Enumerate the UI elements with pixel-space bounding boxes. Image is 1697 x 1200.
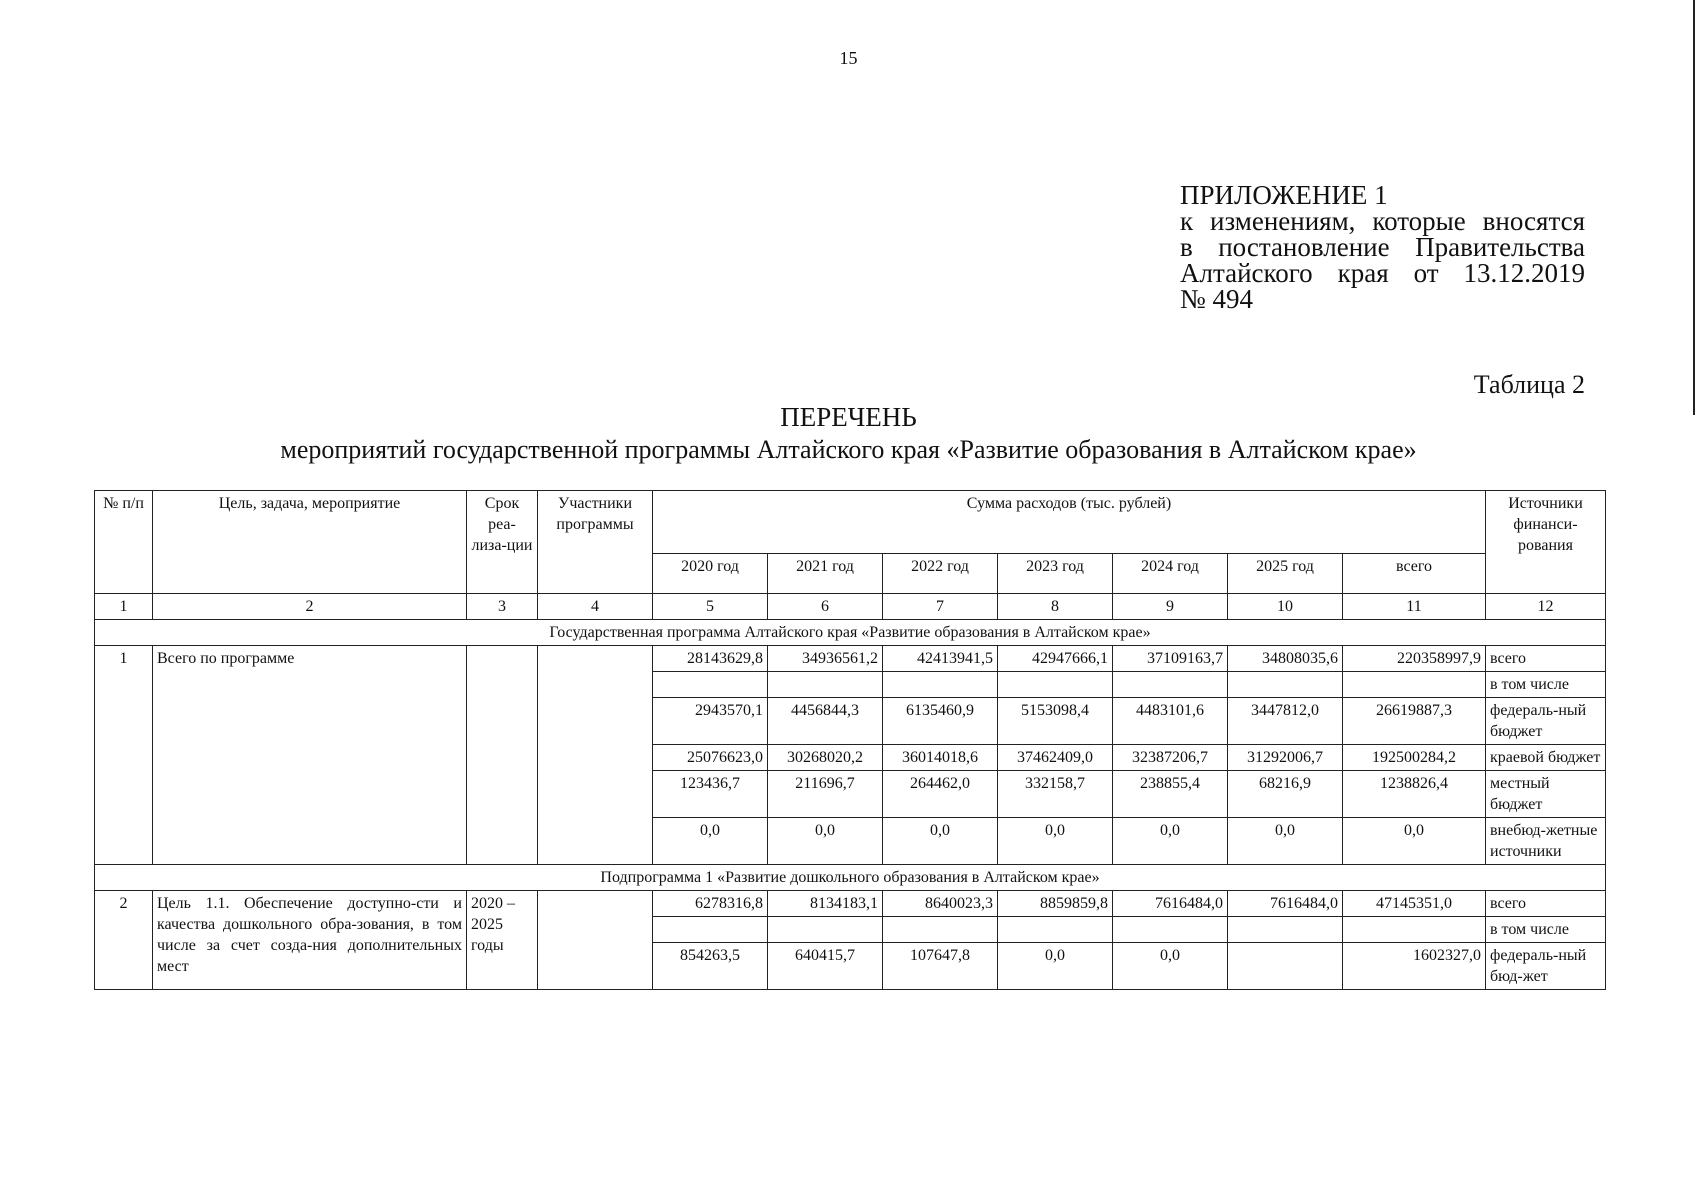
value-cell: 640415,7 (768, 943, 883, 990)
value-cell: 37109163,7 (1113, 646, 1228, 672)
value-cell: 3447812,0 (1228, 698, 1343, 745)
value-cell: 1238826,4 (1343, 771, 1486, 818)
col-number: 4 (538, 594, 653, 620)
value-cell: 0,0 (653, 818, 768, 865)
row-goal: Всего по программе (153, 646, 467, 865)
value-cell: 37462409,0 (998, 745, 1113, 771)
row-term: 2020 – 2025 годы (467, 891, 538, 990)
header-num: № п/п (95, 491, 153, 594)
value-cell (1228, 672, 1343, 698)
header-year-2020: 2020 год (653, 554, 768, 594)
header-year-2022: 2022 год (883, 554, 998, 594)
table-row (95, 891, 1606, 917)
value-cell: 36014018,6 (883, 745, 998, 771)
value-cell: 68216,9 (1228, 771, 1343, 818)
value-cell (1113, 672, 1228, 698)
value-cell: 47145351,0 (1343, 891, 1486, 917)
row-num: 2 (95, 891, 153, 990)
value-cell (1228, 943, 1343, 990)
header-participants: Участники программы (538, 491, 653, 594)
value-cell: 4456844,3 (768, 698, 883, 745)
value-cell: 8134183,1 (768, 891, 883, 917)
value-cell: 2943570,1 (653, 698, 768, 745)
header-year-2021: 2021 год (768, 554, 883, 594)
value-cell: 34936561,2 (768, 646, 883, 672)
appendix-line-1: к изменениям, которые вносятся (1180, 206, 1585, 236)
value-cell (883, 917, 998, 943)
section-title: Государственная программа Алтайского края «Развитие образования в Алтайском крае» (95, 620, 1606, 646)
row-goal: Цель 1.1. Обеспечение доступно-сти и качества дошкольного обра-зования, в том числе за счет созда-ния дополнительных мест (153, 891, 467, 990)
header-total: всего (1343, 554, 1486, 594)
value-cell: 0,0 (998, 818, 1113, 865)
value-cell: 8640023,3 (883, 891, 998, 917)
header-goal: Цель, задача, мероприятие (153, 491, 467, 594)
value-cell: 854263,5 (653, 943, 768, 990)
appendix-block (1180, 182, 1585, 312)
header-year-2024: 2024 год (1113, 554, 1228, 594)
value-cell: 25076623,0 (653, 745, 768, 771)
value-cell: 0,0 (768, 818, 883, 865)
value-cell: 32387206,7 (1113, 745, 1228, 771)
value-cell: 264462,0 (883, 771, 998, 818)
header-row-1 (95, 491, 1606, 554)
col-number: 8 (998, 594, 1113, 620)
value-cell (1228, 917, 1343, 943)
value-cell: 1602327,0 (1343, 943, 1486, 990)
value-cell: 0,0 (1228, 818, 1343, 865)
value-cell (768, 672, 883, 698)
value-cell: 5153098,4 (998, 698, 1113, 745)
value-cell: 192500284,2 (1343, 745, 1486, 771)
value-cell: 8859859,8 (998, 891, 1113, 917)
section-row-subprogram-1 (95, 865, 1606, 891)
value-cell (768, 917, 883, 943)
source-cell: федераль-ный бюджет (1486, 698, 1606, 745)
value-cell: 0,0 (883, 818, 998, 865)
value-cell: 0,0 (998, 943, 1113, 990)
section-title: Подпрограмма 1 «Развитие дошкольного образования в Алтайском крае» (95, 865, 1606, 891)
measures-table (94, 490, 1606, 990)
appendix-line-2: в постановление Правительства (1180, 232, 1585, 262)
row-participants (538, 646, 653, 865)
value-cell: 26619887,3 (1343, 698, 1486, 745)
source-cell: в том числе (1486, 672, 1606, 698)
column-numbers-row (95, 594, 1606, 620)
col-number: 5 (653, 594, 768, 620)
value-cell: 6135460,9 (883, 698, 998, 745)
value-cell: 238855,4 (1113, 771, 1228, 818)
appendix-line-4: № 494 (1180, 284, 1254, 314)
value-cell (653, 917, 768, 943)
value-cell: 42947666,1 (998, 646, 1113, 672)
value-cell: 34808035,6 (1228, 646, 1343, 672)
value-cell: 28143629,8 (653, 646, 768, 672)
col-number: 1 (95, 594, 153, 620)
col-number: 7 (883, 594, 998, 620)
row-participants (538, 891, 653, 990)
appendix-line-3: Алтайского края от 13.12.2019 (1180, 258, 1585, 288)
value-cell (998, 917, 1113, 943)
value-cell: 31292006,7 (1228, 745, 1343, 771)
header-year-2023: 2023 год (998, 554, 1113, 594)
col-number: 12 (1486, 594, 1606, 620)
page-number: 15 (839, 48, 858, 68)
col-number: 6 (768, 594, 883, 620)
source-cell: всего (1486, 646, 1606, 672)
col-number: 11 (1343, 594, 1486, 620)
col-number: 3 (467, 594, 538, 620)
source-cell: федераль-ный бюд-жет (1486, 943, 1606, 990)
value-cell (653, 672, 768, 698)
value-cell: 211696,7 (768, 771, 883, 818)
value-cell: 6278316,8 (653, 891, 768, 917)
value-cell: 107647,8 (883, 943, 998, 990)
value-cell: 7616484,0 (1113, 891, 1228, 917)
source-cell: всего (1486, 891, 1606, 917)
value-cell: 0,0 (1113, 943, 1228, 990)
value-cell: 42413941,5 (883, 646, 998, 672)
col-number: 9 (1113, 594, 1228, 620)
value-cell: 123436,7 (653, 771, 768, 818)
document-subtitle: мероприятий государственной программы Алтайского края «Развитие образования в Алтайском крае» (280, 435, 1417, 464)
header-year-2025: 2025 год (1228, 554, 1343, 594)
value-cell: 7616484,0 (1228, 891, 1343, 917)
table-row (95, 646, 1606, 672)
document-title: ПЕРЕЧЕНЬ (780, 402, 917, 432)
source-cell: в том числе (1486, 917, 1606, 943)
value-cell: 332158,7 (998, 771, 1113, 818)
col-number: 10 (1228, 594, 1343, 620)
header-term: Срок реа-лиза-ции (467, 491, 538, 594)
header-sources: Источники финанси-рования (1486, 491, 1606, 594)
value-cell (883, 672, 998, 698)
source-cell: краевой бюджет (1486, 745, 1606, 771)
value-cell: 220358997,9 (1343, 646, 1486, 672)
value-cell (998, 672, 1113, 698)
header-sum: Сумма расходов (тыс. рублей) (653, 491, 1486, 554)
table-label: Таблица 2 (1473, 370, 1585, 399)
row-num: 1 (95, 646, 153, 865)
value-cell (1113, 917, 1228, 943)
col-number: 2 (153, 594, 467, 620)
section-row-program (95, 620, 1606, 646)
value-cell: 0,0 (1343, 818, 1486, 865)
value-cell: 30268020,2 (768, 745, 883, 771)
appendix-title: ПРИЛОЖЕНИЕ 1 (1180, 180, 1388, 210)
row-term (467, 646, 538, 865)
value-cell: 0,0 (1113, 818, 1228, 865)
source-cell: местный бюджет (1486, 771, 1606, 818)
source-cell: внебюд-жетные источники (1486, 818, 1606, 865)
value-cell (1343, 672, 1486, 698)
value-cell: 4483101,6 (1113, 698, 1228, 745)
value-cell (1343, 917, 1486, 943)
scan-edge-line (1693, 0, 1695, 415)
